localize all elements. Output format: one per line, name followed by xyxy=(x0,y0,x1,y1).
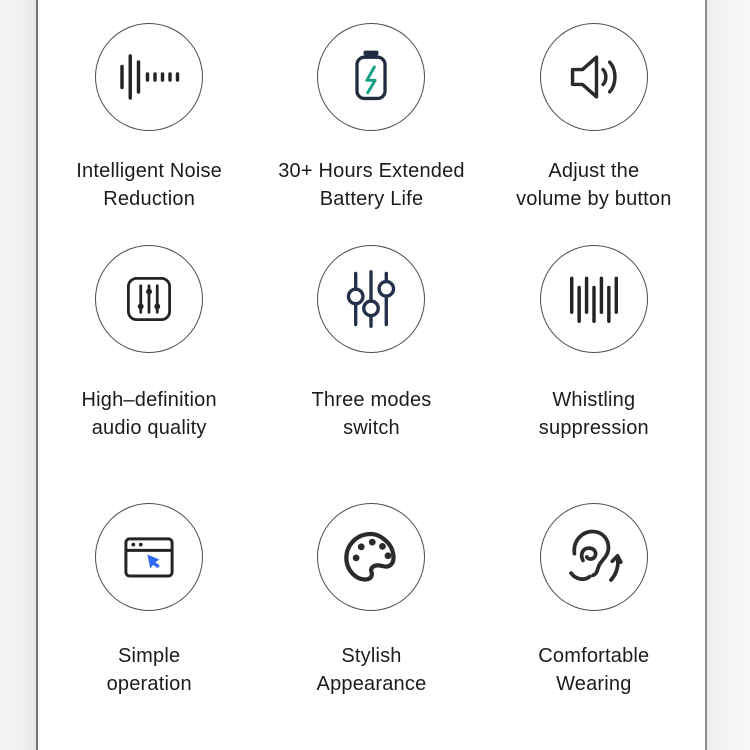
feature-simple-operation xyxy=(38,503,260,698)
window-cursor-icon xyxy=(95,503,203,611)
feature-row-3 xyxy=(38,442,705,698)
feature-label-line1: Adjust the xyxy=(548,160,640,182)
feature-label-line1: Intelligent Noise xyxy=(76,160,223,182)
feature-label-line1: Stylish xyxy=(341,645,402,667)
feature-label-line2: suppression xyxy=(538,417,649,439)
battery-charge-icon xyxy=(317,23,425,131)
feature-label-line2: Reduction xyxy=(103,188,196,210)
feature-label xyxy=(76,157,222,213)
sound-bars-icon xyxy=(540,245,648,353)
feature-label xyxy=(539,386,649,442)
feature-grid xyxy=(38,0,705,698)
feature-label xyxy=(82,386,217,442)
feature-label xyxy=(516,157,672,213)
feature-label-line2: Wearing xyxy=(556,673,632,695)
equalizer-square-icon xyxy=(95,245,203,353)
feature-label xyxy=(317,642,427,698)
feature-label xyxy=(107,642,192,698)
feature-label xyxy=(538,642,649,698)
waveform-icon xyxy=(95,23,203,131)
feature-label-line2: volume by button xyxy=(516,188,672,210)
page-edge-right xyxy=(707,0,750,750)
feature-label xyxy=(278,157,465,213)
speaker-volume-icon xyxy=(540,23,648,131)
feature-label-line1: 30+ Hours Extended xyxy=(278,160,465,182)
feature-label-line1: Three modes xyxy=(311,389,432,411)
feature-label-line1: Whistling xyxy=(552,389,636,411)
feature-three-modes xyxy=(260,245,482,442)
content-panel xyxy=(38,0,705,750)
feature-label-line2: operation xyxy=(106,673,192,695)
feature-label-line2: switch xyxy=(343,417,400,439)
mode-sliders-icon xyxy=(317,245,425,353)
feature-label xyxy=(311,386,431,442)
feature-comfortable-wearing xyxy=(483,503,705,698)
ear-arrow-icon xyxy=(540,503,648,611)
feature-label-line1: Simple xyxy=(117,645,181,667)
page-edge-left xyxy=(0,0,36,750)
feature-label-line1: High–definition xyxy=(81,389,217,411)
feature-label-line2: Appearance xyxy=(316,673,427,695)
feature-label-line1: Comfortable xyxy=(538,645,650,667)
feature-battery-life xyxy=(260,23,482,213)
palette-icon xyxy=(317,503,425,611)
feature-volume-button xyxy=(483,23,705,213)
feature-row-1 xyxy=(38,0,705,213)
feature-stylish-appearance xyxy=(260,503,482,698)
feature-label-line2: audio quality xyxy=(91,417,207,439)
page-left-edge-line xyxy=(36,0,38,750)
feature-whistling-suppression xyxy=(483,245,705,442)
feature-noise-reduction xyxy=(38,23,260,213)
feature-hd-audio xyxy=(38,245,260,442)
feature-label-line2: Battery Life xyxy=(319,188,424,210)
feature-row-2 xyxy=(38,213,705,442)
